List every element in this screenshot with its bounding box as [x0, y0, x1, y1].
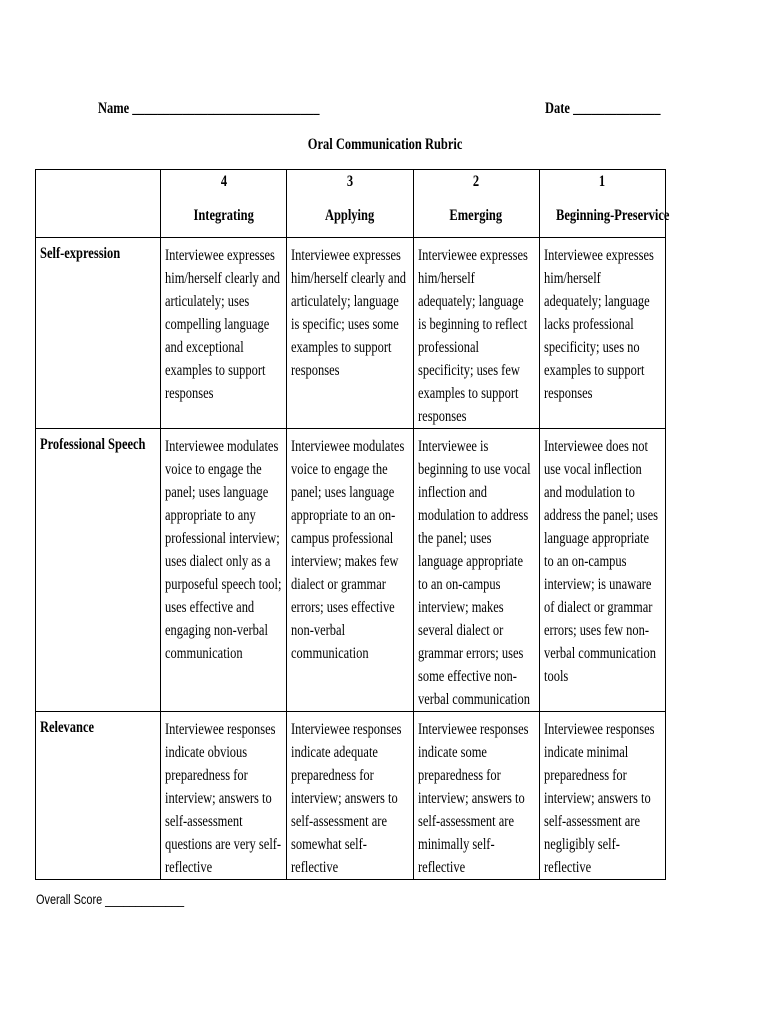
row-label: Relevance — [40, 719, 95, 736]
level-name: Beginning-Preservice — [555, 207, 670, 224]
criterion-text: Interviewee responses indicate obvious preparedness for interview; answers to self-assessment questions are very self-reflective — [165, 721, 282, 876]
title-text: Oral Communication Rubric — [307, 136, 463, 153]
date-field[interactable] — [545, 100, 693, 118]
row-label-cell — [36, 238, 161, 429]
criterion-cell — [413, 429, 539, 712]
criterion-text: Interviewee expresses him/herself adequately; language is beginning to reflect professional specificity; uses few examples to support responses — [417, 247, 528, 425]
level-header-1 — [539, 170, 670, 238]
row-label: Self-expression — [40, 245, 121, 262]
rubric-row-self-expression — [36, 238, 666, 429]
row-label: Professional Speech — [40, 436, 146, 453]
level-score: 4 — [220, 173, 227, 190]
criterion-cell — [413, 712, 539, 880]
criterion-text: Interviewee expresses him/herself adequately; language lacks professional specificity; uses no examples to support responses — [543, 247, 654, 402]
name-field[interactable] — [98, 100, 382, 118]
row-label-cell — [36, 429, 161, 712]
level-name: Applying — [325, 207, 375, 224]
corner-cell — [36, 170, 161, 238]
criterion-cell — [539, 712, 665, 880]
criterion-cell — [287, 429, 413, 712]
level-header-4 — [161, 170, 287, 238]
criterion-cell — [287, 712, 413, 880]
criterion-cell — [539, 238, 665, 429]
row-label-cell — [36, 712, 161, 880]
level-header-3 — [287, 170, 413, 238]
level-score: 1 — [599, 173, 606, 190]
criterion-cell — [161, 238, 287, 429]
overall-score-field[interactable] — [36, 891, 226, 907]
page-title — [0, 136, 770, 154]
header-row — [36, 170, 666, 238]
criterion-text: Interviewee responses indicate minimal preparedness for interview; answers to self-assessment are negligibly self-reflective — [543, 721, 655, 876]
level-name: Emerging — [449, 207, 503, 224]
criterion-text: Interviewee responses indicate some preparedness for interview; answers to self-assessment are minimally self-reflective — [417, 721, 529, 876]
date-label: Date ______________ — [545, 100, 661, 117]
rubric-table — [35, 169, 670, 880]
criterion-cell — [413, 238, 539, 429]
name-label: Name ______________________________ — [98, 100, 320, 117]
criterion-text: Interviewee modulates voice to engage the panel; uses language appropriate to an on-campus professional interview; makes few dialect or grammar errors; uses effective non-verbal communication — [291, 438, 405, 662]
criterion-cell — [161, 712, 287, 880]
level-score: 2 — [473, 173, 480, 190]
criterion-cell — [287, 238, 413, 429]
criterion-text: Interviewee responses indicate adequate preparedness for interview; answers to self-assessment are somewhat self-reflective — [291, 721, 402, 876]
criterion-cell — [539, 429, 665, 712]
criterion-text: Interviewee expresses him/herself clearly and articulately; language is specific; uses some examples to support responses — [291, 247, 407, 379]
rubric-row-relevance — [36, 712, 666, 880]
level-name: Integrating — [193, 207, 254, 224]
criterion-text: Interviewee is beginning to use vocal inflection and modulation to address the panel; uses language appropriate to an on-campus interview; makes several dialect or grammar errors; uses some effective non-verbal communication — [417, 438, 531, 708]
criterion-cell — [161, 429, 287, 712]
criterion-text: Interviewee does not use vocal inflection and modulation to address the panel; uses language appropriate to an on-campus interview; is unaware of dialect or grammar errors; uses few non-verbal communication tools — [543, 438, 658, 685]
rubric-row-professional-speech — [36, 429, 666, 712]
criterion-text: Interviewee modulates voice to engage the panel; uses language appropriate to any professional interview; uses dialect only as a purposeful speech tool; uses effective and engaging non-verbal communication — [165, 438, 282, 662]
overall-score-label: Overall Score _____________ — [36, 891, 185, 907]
criterion-text: Interviewee expresses him/herself clearly and articulately; uses compelling language and exceptional examples to support responses — [165, 247, 281, 402]
level-score: 3 — [346, 173, 354, 190]
level-header-2 — [413, 170, 539, 238]
